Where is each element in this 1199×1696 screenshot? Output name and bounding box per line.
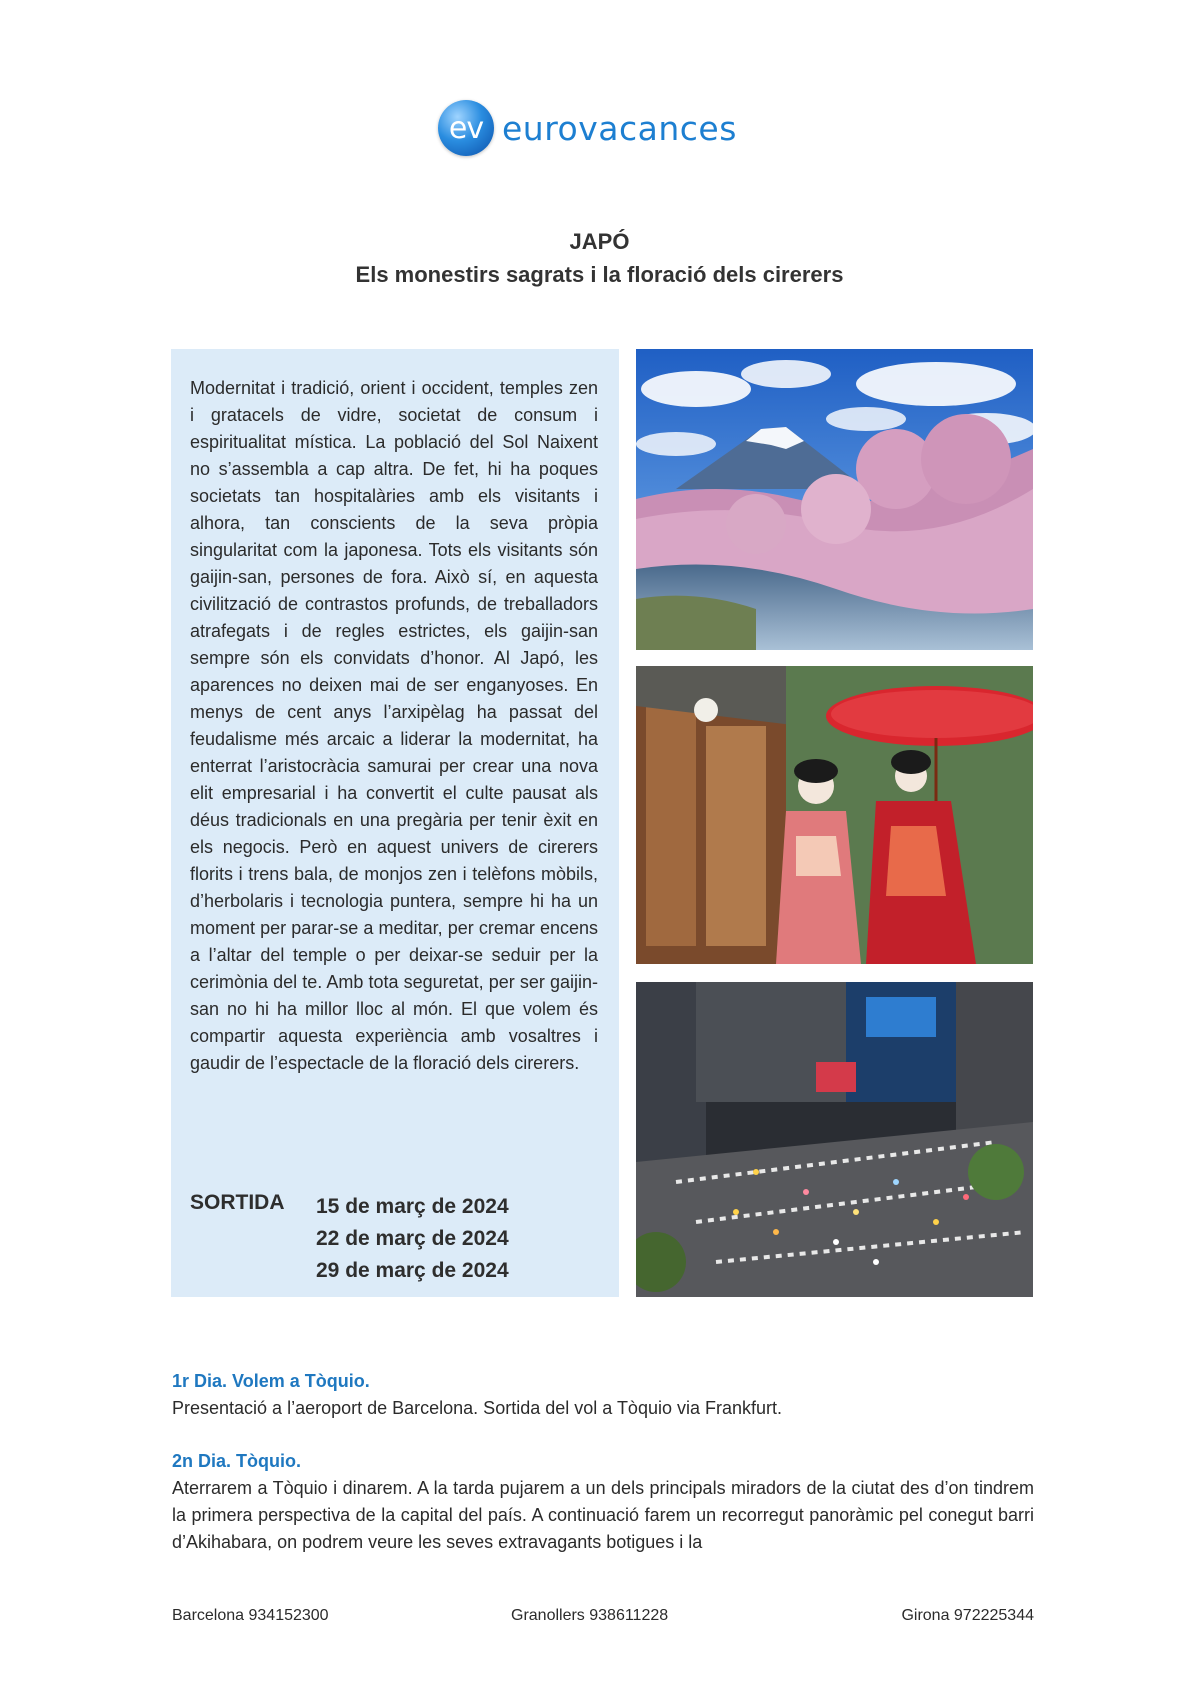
logo-name: eurovacances <box>502 108 737 148</box>
company-logo <box>438 94 778 162</box>
departure-date-list <box>316 1191 509 1287</box>
day-description: Aterrarem a Tòquio i dinarem. A la tarda pujarem a un dels principals miradors de la ciutat des d’on tindrem la primera perspectiva de la capital del país. A continuació farem un recorregut panoràmic pel conegut barri d’Akihabara, on podrem veure les seves extravagants botigues i la <box>172 1478 1034 1552</box>
photo-fuji-cherry-blossoms <box>636 349 1033 650</box>
day-title: 2n Dia. Tòquio. <box>172 1451 301 1471</box>
footer-office-girona: Girona 972225344 <box>901 1607 1034 1624</box>
departure-date: 22 de març de 2024 <box>316 1227 509 1250</box>
logo-mark: ev <box>438 100 494 156</box>
intro-box <box>171 349 619 1297</box>
departure-date: 15 de març de 2024 <box>316 1195 509 1218</box>
title-subtitle: Els monestirs sagrats i la floració dels cirerers <box>355 262 844 287</box>
photo-shibuya-crossing <box>636 982 1033 1297</box>
footer-office-barcelona: Barcelona 934152300 <box>172 1607 329 1624</box>
itinerary <box>172 1368 1034 1582</box>
photo-geishas-umbrella <box>636 666 1033 964</box>
day-description: Presentació a l’aeroport de Barcelona. Sortida del vol a Tòquio via Frankfurt. <box>172 1398 783 1418</box>
footer-office-granollers: Granollers 938611228 <box>511 1607 669 1624</box>
itinerary-day <box>172 1448 1034 1556</box>
footer-contacts <box>172 1607 1034 1637</box>
departure-label: SORTIDA <box>190 1191 285 1214</box>
departure-date: 29 de març de 2024 <box>316 1259 509 1282</box>
title-country: JAPÓ <box>569 229 630 254</box>
day-title: 1r Dia. Volem a Tòquio. <box>172 1371 370 1391</box>
itinerary-day <box>172 1368 1034 1422</box>
intro-paragraph: Modernitat i tradició, orient i occident, temples zen i gratacels de vidre, societat de consum i espiritualitat mística. La població del Sol Naixent no s’assembla a cap altra. De fet, hi ha poques societats tan hospitalàries amb els visitants i alhora, tan conscients de la seva pròpia singularitat com la japonesa. Tots els visitants són gaijin-san, persones de fora. Això sí, en aquesta civilització de contrastos profunds, de treballadors atrafegats i de regles estrictes, els gaijin-san sempre són els convidats d’honor. Al Japó, les aparences no deixen mai de ser enganyoses. En menys de cent anys l’arxipèlag ha passat del feudalisme més arcaic a liderar la modernitat, ha enterrat l’aristocràcia samurai per crear una nova elit empresarial i ha convertit el culte pausat als déus tradicionals en una pregària per tenir èxit en els negocis. Però en aquest univers de cirerers florits i trens bala, de monjos zen i telèfons mòbils, d’herbolaris i tecnologia puntera, sempre hi ha un moment per parar-se a meditar, per cremar encens a l’altar del temple o per deixar-se seduir per la cerimònia del te. Amb tota seguretat, per ser gaijin-san no hi ha millor lloc al món. El que volem és compartir aquesta experiència amb vosaltres i gaudir de l’espectacle de la floració dels cirerers. <box>190 378 598 1073</box>
page-title <box>0 226 1199 292</box>
